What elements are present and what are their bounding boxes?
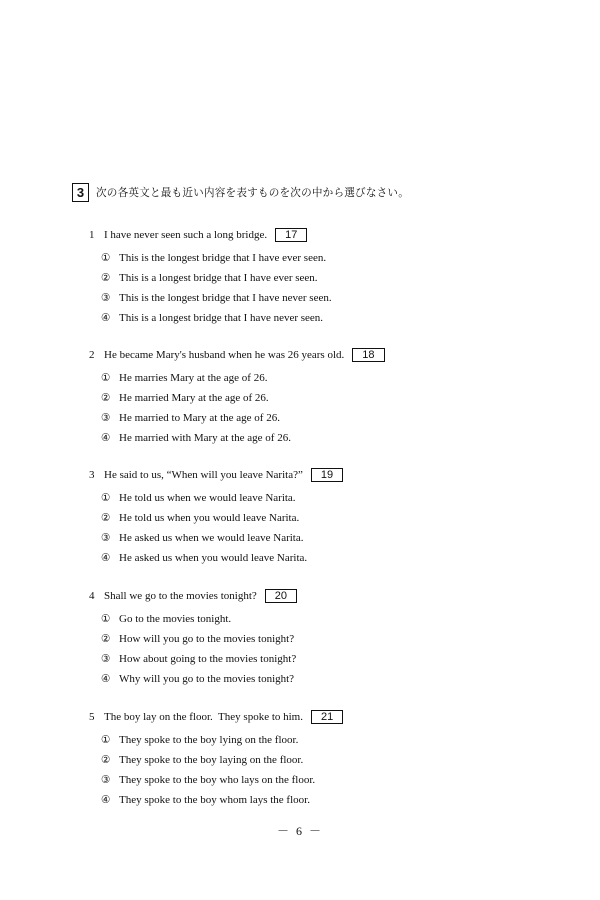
option bbox=[101, 488, 307, 508]
option-text: He marries Mary at the age of 26. bbox=[119, 372, 268, 384]
option bbox=[101, 649, 296, 669]
answer-box: 20 bbox=[265, 589, 297, 603]
option-mark: ③ bbox=[101, 292, 111, 304]
question-stem bbox=[89, 228, 307, 242]
option-text: Why will you go to the movies tonight? bbox=[119, 673, 295, 685]
question-text: Shall we go to the movies tonight? bbox=[104, 590, 257, 602]
option-mark: ④ bbox=[101, 312, 111, 324]
option-text: He asked us when we would leave Narita. bbox=[119, 532, 304, 544]
option bbox=[101, 248, 332, 268]
option bbox=[101, 730, 315, 750]
option-text: This is the longest bridge that I have ever seen. bbox=[119, 252, 327, 264]
question-stem bbox=[89, 589, 297, 603]
option-text: How about going to the movies tonight? bbox=[119, 653, 297, 665]
option bbox=[101, 548, 307, 568]
option-text: He married with Mary at the age of 26. bbox=[119, 432, 291, 444]
option-mark: ④ bbox=[101, 432, 111, 444]
option-mark: ③ bbox=[101, 532, 111, 544]
option-text: He told us when you would leave Narita. bbox=[119, 512, 300, 524]
option bbox=[101, 669, 296, 689]
option-text: He married Mary at the age of 26. bbox=[119, 392, 269, 404]
option bbox=[101, 790, 315, 810]
option-mark: ① bbox=[101, 734, 111, 746]
page-number: － 6 － bbox=[276, 824, 323, 838]
question-number: 1 bbox=[89, 229, 95, 241]
option-text: He married to Mary at the age of 26. bbox=[119, 412, 280, 424]
option-mark: ① bbox=[101, 613, 111, 625]
answer-box: 18 bbox=[352, 348, 384, 362]
option-text: This is a longest bridge that I have never seen. bbox=[119, 312, 324, 324]
question-number: 4 bbox=[89, 590, 95, 602]
option-text: They spoke to the boy lying on the floor. bbox=[119, 734, 299, 746]
option bbox=[101, 408, 291, 428]
option bbox=[101, 750, 315, 770]
option bbox=[101, 629, 296, 649]
option bbox=[101, 288, 332, 308]
question-text: He said to us, “When will you leave Narita?” bbox=[104, 469, 303, 481]
option-text: They spoke to the boy who lays on the floor. bbox=[119, 774, 316, 786]
section-instruction: 次の各英文と最も近い内容を表すものを次の中から選びなさい。 bbox=[96, 187, 410, 199]
option-mark: ② bbox=[101, 512, 111, 524]
question-stem bbox=[89, 710, 343, 724]
option-mark: ③ bbox=[101, 774, 111, 786]
answer-box: 17 bbox=[275, 228, 307, 242]
option-list bbox=[101, 248, 332, 328]
section-number-box: 3 bbox=[72, 183, 89, 202]
option-mark: ② bbox=[101, 633, 111, 645]
option-list bbox=[101, 368, 291, 448]
option-text: He told us when we would leave Narita. bbox=[119, 492, 296, 504]
option-list bbox=[101, 609, 296, 689]
option bbox=[101, 609, 296, 629]
question-number: 5 bbox=[89, 711, 95, 723]
option-mark: ③ bbox=[101, 653, 111, 665]
answer-box: 21 bbox=[311, 710, 343, 724]
option bbox=[101, 308, 332, 328]
option bbox=[101, 388, 291, 408]
option-mark: ② bbox=[101, 392, 111, 404]
option bbox=[101, 428, 291, 448]
option-text: They spoke to the boy whom lays the floor. bbox=[119, 794, 310, 806]
option-mark: ④ bbox=[101, 552, 111, 564]
option-text: They spoke to the boy laying on the floor. bbox=[119, 754, 304, 766]
option-mark: ② bbox=[101, 754, 111, 766]
option-list bbox=[101, 488, 307, 568]
option bbox=[101, 268, 332, 288]
option-mark: ④ bbox=[101, 673, 111, 685]
question-text: I have never seen such a long bridge. bbox=[104, 229, 268, 241]
option-mark: ② bbox=[101, 272, 111, 284]
option-mark: ④ bbox=[101, 794, 111, 806]
option-mark: ① bbox=[101, 252, 111, 264]
option-mark: ③ bbox=[101, 412, 111, 424]
option-text: Go to the movies tonight. bbox=[119, 613, 232, 625]
question-stem bbox=[89, 468, 343, 482]
question-number: 3 bbox=[89, 469, 95, 481]
answer-box: 19 bbox=[311, 468, 343, 482]
option-text: How will you go to the movies tonight? bbox=[119, 633, 295, 645]
option bbox=[101, 508, 307, 528]
option-text: He asked us when you would leave Narita. bbox=[119, 552, 308, 564]
option-text: This is the longest bridge that I have never seen. bbox=[119, 292, 332, 304]
option-list bbox=[101, 730, 315, 810]
question-text: The boy lay on the floor. They spoke to him. bbox=[104, 711, 303, 723]
question-text: He became Mary's husband when he was 26 years old. bbox=[104, 349, 345, 361]
option bbox=[101, 368, 291, 388]
section-header bbox=[72, 183, 409, 202]
option-text: This is a longest bridge that I have ever seen. bbox=[119, 272, 318, 284]
question-stem bbox=[89, 348, 385, 362]
option bbox=[101, 770, 315, 790]
question-number: 2 bbox=[89, 349, 95, 361]
option bbox=[101, 528, 307, 548]
option-mark: ① bbox=[101, 372, 111, 384]
option-mark: ① bbox=[101, 492, 111, 504]
